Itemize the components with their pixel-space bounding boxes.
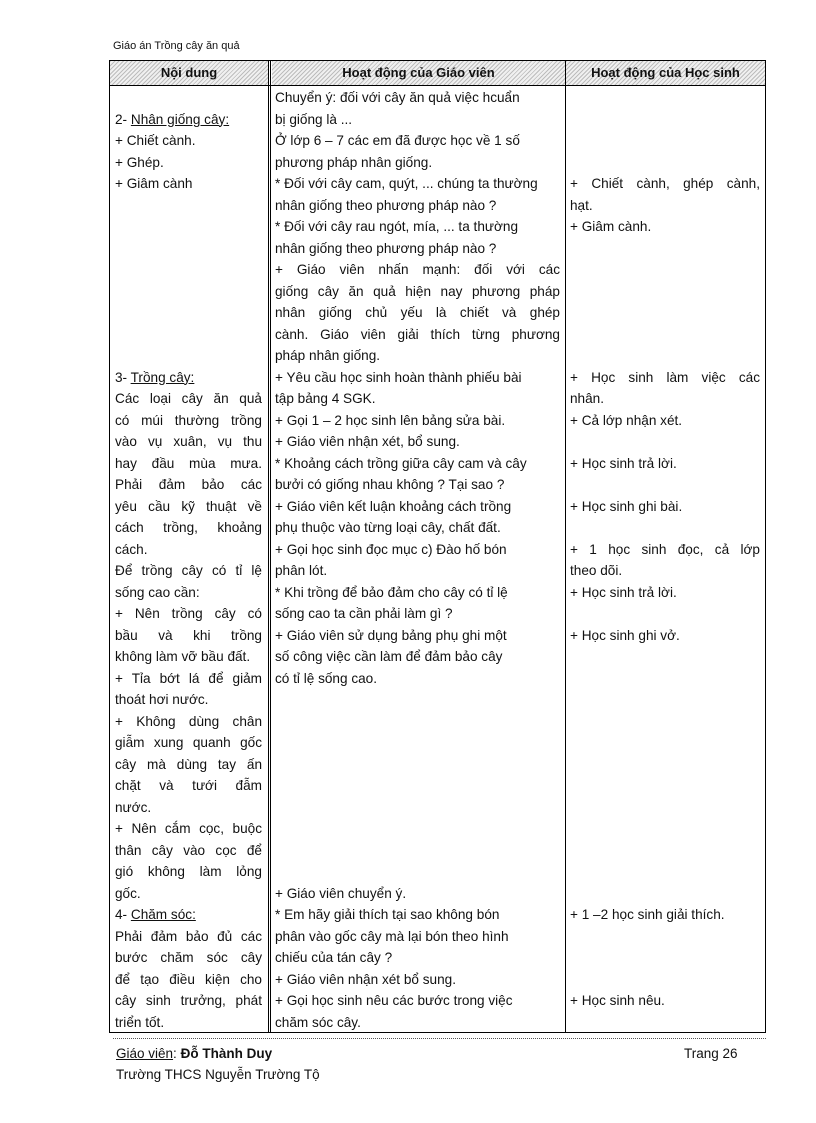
col2-line: * Em hãy giải thích tại sao không bón xyxy=(275,907,500,922)
col1-line xyxy=(115,216,262,238)
content-column xyxy=(115,87,262,1033)
col2-line xyxy=(275,818,560,840)
col2-line: nhân giống theo phương pháp nào ? xyxy=(275,197,497,213)
col3-line xyxy=(570,797,760,819)
col2-line: Chuyển ý: đối với cây ăn quả việc hcuẩn xyxy=(275,90,520,105)
student-activity-column xyxy=(570,87,760,1012)
col2-line: + Giáo viên sử dụng bảng phụ ghi một xyxy=(275,627,507,643)
col3-line: + Học sinh làm việc các xyxy=(570,369,760,385)
footer-divider xyxy=(113,1038,766,1039)
col1-line: + Ghép. xyxy=(115,154,164,170)
col1-line: vào vụ xuân, vụ thu xyxy=(115,434,262,449)
col2-line: giống cây ăn quả hiện nay phương pháp xyxy=(275,283,560,299)
col3-line xyxy=(570,517,760,539)
col1-line: cây mà dùng tay ấn xyxy=(115,756,262,772)
col3-line: + 1 –2 học sinh giải thích. xyxy=(570,907,725,922)
column-divider-double xyxy=(268,61,272,1032)
teacher-separator: : xyxy=(173,1046,177,1061)
col3-line xyxy=(570,302,760,324)
footer-teacher xyxy=(116,1046,272,1061)
col3-line: + Học sinh ghi vở. xyxy=(570,627,680,643)
col1-line: cách trồng, khoảng xyxy=(115,520,262,535)
col1-line: Phải đảm bảo các xyxy=(115,477,262,492)
col1-line xyxy=(115,324,262,346)
col3-line xyxy=(570,324,760,346)
col2-line: + Yêu cầu học sinh hoàn thành phiếu bài xyxy=(275,369,522,385)
col2-line xyxy=(275,732,560,754)
col1-line: + Nên trồng cây có xyxy=(115,606,262,621)
col3-line xyxy=(570,603,760,625)
col1-line: giẫm xung quanh gốc xyxy=(115,735,262,750)
teacher-label: Giáo viên xyxy=(116,1046,174,1061)
col1-line: + Nên cắm cọc, buộc xyxy=(115,821,262,836)
col3-line xyxy=(570,861,760,883)
lesson-table xyxy=(109,60,766,1033)
col3-line: hạt. xyxy=(570,197,593,213)
col2-line: + Gọi học sinh nêu các bước trong việc xyxy=(275,993,513,1008)
col1-line: thân cây vào cọc để xyxy=(115,842,262,858)
col2-line: + Gọi học sinh đọc mục c) Đào hố bón xyxy=(275,541,507,557)
col3-line: + Giâm cành. xyxy=(570,219,652,234)
col2-line: * Đối với cây cam, quýt, ... chúng ta thường xyxy=(275,176,538,191)
col3-line xyxy=(570,818,760,840)
col1-line xyxy=(115,345,262,367)
col3-line xyxy=(570,969,760,991)
col1-line: Để trồng cây có tỉ lệ xyxy=(115,563,262,578)
teacher-name: Đỗ Thành Duy xyxy=(180,1046,273,1061)
col1-line: nước. xyxy=(115,799,152,815)
school-name: Trường THCS Nguyễn Trường Tộ xyxy=(116,1067,320,1082)
col1-line: 4- Chăm sóc: xyxy=(115,907,196,922)
col3-line: nhân. xyxy=(570,391,605,406)
col2-line: + Giáo viên nhận xét, bổ sung. xyxy=(275,434,460,449)
col3-line xyxy=(570,431,760,453)
col3-line xyxy=(570,711,760,733)
col1-line: có múi thường trồng xyxy=(115,412,262,428)
col1-line: + Giâm cành xyxy=(115,176,193,191)
col1-line: gió không làm lỏng xyxy=(115,864,262,879)
col1-line: triển tốt. xyxy=(115,1014,165,1030)
col3-line xyxy=(570,840,760,862)
col2-line: phân vào gốc cây mà lại bón theo hình xyxy=(275,928,509,944)
col2-line xyxy=(275,775,560,797)
col2-line: sống cao ta cần phải làm gì ? xyxy=(275,606,453,621)
col2-line xyxy=(275,840,560,862)
col3-line xyxy=(570,238,760,260)
col3-line xyxy=(570,775,760,797)
table-header-row xyxy=(110,61,765,86)
col3-line xyxy=(570,109,760,131)
header-student-activity: Hoạt động của Học sinh xyxy=(566,61,765,85)
col2-line: bưởi có giống nhau không ? Tại sao ? xyxy=(275,477,505,492)
col3-line xyxy=(570,883,760,905)
col3-line xyxy=(570,130,760,152)
col2-line xyxy=(275,861,560,883)
col2-line: nhân giống theo phương pháp nào ? xyxy=(275,240,497,256)
col3-line: + Học sinh ghi bài. xyxy=(570,498,683,514)
col2-line: * Đối với cây rau ngót, mía, ... ta thường xyxy=(275,219,519,234)
col3-line xyxy=(570,926,760,948)
col1-line: + Tỉa bớt lá để giảm xyxy=(115,670,262,686)
col2-line: phương pháp nhân giống. xyxy=(275,154,433,170)
col2-line xyxy=(275,711,560,733)
col1-line: bầu và khi trồng xyxy=(115,627,262,643)
col1-line: bước chăm sóc cây xyxy=(115,950,262,965)
col2-line xyxy=(275,754,560,776)
col1-line xyxy=(115,195,262,217)
col3-line: + Chiết cành, ghép cành, xyxy=(570,176,760,191)
col3-line xyxy=(570,281,760,303)
col2-line: tập bảng 4 SGK. xyxy=(275,391,376,406)
col3-line: + 1 học sinh đọc, cả lớp xyxy=(570,541,760,557)
col3-line xyxy=(570,646,760,668)
col2-line: + Giáo viên kết luận khoảng cách trồng xyxy=(275,498,512,514)
col3-line xyxy=(570,689,760,711)
col3-line: theo dõi. xyxy=(570,563,623,578)
col1-line: 3- Trồng cây: xyxy=(115,369,195,385)
col1-line: + Chiết cành. xyxy=(115,133,196,148)
col1-line xyxy=(115,302,262,324)
col2-line: có tỉ lệ sống cao. xyxy=(275,670,378,686)
header-content: Nội dung xyxy=(110,61,268,85)
col2-line xyxy=(275,797,560,819)
col1-line xyxy=(115,238,262,260)
col3-line xyxy=(570,474,760,496)
col3-line: + Học sinh nêu. xyxy=(570,993,665,1008)
col1-line: sống cao cần: xyxy=(115,584,200,600)
col2-line: Ở lớp 6 – 7 các em đã được học về 1 số xyxy=(275,133,520,148)
col1-line: cách. xyxy=(115,541,148,557)
col1-line: gốc. xyxy=(115,885,141,901)
col1-line: Phải đảm bảo đủ các xyxy=(115,928,262,944)
header-teacher-activity: Hoạt động của Giáo viên xyxy=(272,61,565,85)
col3-line xyxy=(570,259,760,281)
col2-line: bị giống là ... xyxy=(275,111,353,127)
col2-line: nhân giống chủ yếu là chiết và ghép xyxy=(275,305,560,320)
col2-line: chiếu của tán cây ? xyxy=(275,950,393,965)
col3-line xyxy=(570,732,760,754)
col2-line: + Giáo viên nhận xét bổ sung. xyxy=(275,971,456,987)
col1-line: để tạo điều kiện cho xyxy=(115,971,262,987)
col3-line: + Học sinh trả lời. xyxy=(570,455,677,471)
col2-line: phụ thuộc vào từng loại cây, chất đất. xyxy=(275,520,501,535)
col1-line: cây sinh trưởng, phát xyxy=(115,993,262,1008)
col2-line: + Gọi 1 – 2 học sinh lên bảng sửa bài. xyxy=(275,412,506,428)
document-header: Giáo án Trồng cây ăn quả xyxy=(113,40,240,52)
col3-line xyxy=(570,345,760,367)
col1-line: thoát hơi nước. xyxy=(115,692,209,707)
col2-line: + Giáo viên chuyển ý. xyxy=(275,885,407,901)
column-divider xyxy=(565,61,566,1032)
col3-line xyxy=(570,87,760,109)
col1-line xyxy=(115,281,262,303)
col2-line: phân lót. xyxy=(275,563,328,578)
col3-line xyxy=(570,668,760,690)
col3-line xyxy=(570,947,760,969)
col1-line xyxy=(115,259,262,281)
col3-line: + Học sinh trả lời. xyxy=(570,584,677,600)
col3-line xyxy=(570,152,760,174)
col1-line: chặt và tưới đẫm xyxy=(115,778,262,793)
col2-line xyxy=(275,689,560,711)
col1-line: hay đầu mùa mưa. xyxy=(115,455,262,471)
col2-line: chăm sóc cây. xyxy=(275,1014,361,1030)
col2-line: cành. Giáo viên giải thích từng phương xyxy=(275,326,560,342)
col1-line xyxy=(115,87,262,109)
col1-line: không làm vỡ bầu đất. xyxy=(115,649,251,664)
teacher-activity-column xyxy=(275,87,560,1033)
col1-line: + Không dùng chân xyxy=(115,713,262,729)
col2-line: pháp nhân giống. xyxy=(275,348,381,363)
col1-line: 2- Nhân giống cây: xyxy=(115,111,230,127)
col3-line xyxy=(570,754,760,776)
col2-line: * Khi trồng để bảo đảm cho cây có tỉ lệ xyxy=(275,584,508,600)
col2-line: * Khoảng cách trồng giữa cây cam và cây xyxy=(275,455,527,471)
col2-line: số công việc cần làm để đảm bảo cây xyxy=(275,649,503,664)
col3-line: + Cả lớp nhận xét. xyxy=(570,412,683,428)
col1-line: Các loại cây ăn quả xyxy=(115,391,262,406)
col2-line: + Giáo viên nhấn mạnh: đối với các xyxy=(275,262,560,277)
page-number: Trang 26 xyxy=(684,1046,738,1061)
col1-line: yêu cầu kỹ thuật về xyxy=(115,498,262,514)
